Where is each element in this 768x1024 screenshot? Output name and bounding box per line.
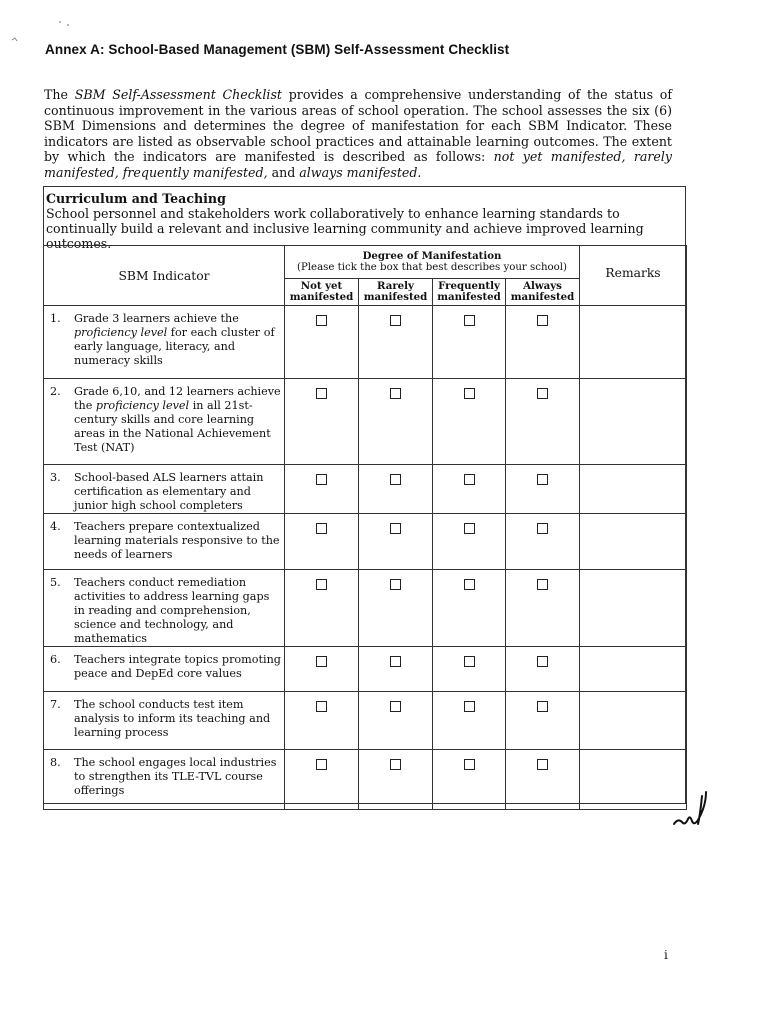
- checkbox-cell: [285, 570, 359, 647]
- checkbox-cell: [359, 692, 433, 750]
- checkbox-cell: [359, 750, 433, 810]
- checkbox-cell: [285, 379, 359, 465]
- remarks-cell[interactable]: [580, 647, 687, 692]
- checkbox-cell: [506, 514, 580, 570]
- checkbox-cell: [506, 750, 580, 810]
- indicator-header: SBM Indicator: [44, 246, 285, 306]
- checkbox-cell: [506, 306, 580, 379]
- checkbox-cell: [433, 379, 506, 465]
- manifestation-checkbox[interactable]: [537, 523, 548, 534]
- checkbox-cell: [285, 692, 359, 750]
- manifestation-checkbox[interactable]: [464, 759, 475, 770]
- manifestation-checkbox[interactable]: [390, 388, 401, 399]
- section-header: [46, 191, 686, 251]
- checkbox-cell: [359, 306, 433, 379]
- indicator-text: Teachers conduct remediation activities to address learning gaps in reading and comprehension, science and technology, and mathematics: [74, 576, 270, 645]
- manifestation-checkbox[interactable]: [537, 656, 548, 667]
- checkbox-cell: [433, 514, 506, 570]
- indicator-cell: [44, 647, 285, 692]
- indicator-number: 8.: [50, 756, 61, 769]
- manifestation-checkbox[interactable]: [464, 701, 475, 712]
- page-title: Annex A: School-Based Management (SBM) Self-Assessment Checklist: [45, 42, 510, 57]
- checkbox-cell: [433, 465, 506, 514]
- manifestation-checkbox[interactable]: [464, 315, 475, 326]
- manifestation-checkbox[interactable]: [537, 388, 548, 399]
- indicator-row: [44, 306, 687, 379]
- manifestation-checkbox[interactable]: [537, 701, 548, 712]
- intro-paragraph: The SBM Self-Assessment Checklist provides a comprehensive understanding of the status of continuous improvement in the various areas of school operation. The school assesses the six (6) SBM Dimensions and determines the degree of manifestation for each SBM Indicator. These indicators are listed as observable school practices and attainable learning outcomes. The extent by which the indicators are manifested is described as follows: not yet manifested, rarely manifested, frequently manifested, and always manifested.: [44, 87, 673, 180]
- manifestation-checkbox[interactable]: [316, 759, 327, 770]
- manifestation-checkbox[interactable]: [390, 701, 401, 712]
- manifestation-checkbox[interactable]: [316, 701, 327, 712]
- degree-level-header: Frequently manifested: [433, 279, 506, 306]
- indicator-cell: [44, 570, 285, 647]
- indicator-cell: [44, 514, 285, 570]
- checkbox-cell: [285, 465, 359, 514]
- intro-emphasis: SBM Self-Assessment Checklist: [74, 87, 282, 102]
- degree-level-header: Always manifested: [506, 279, 580, 306]
- manifestation-checkbox[interactable]: [316, 474, 327, 485]
- degree-instruction: (Please tick the box that best describes your school): [296, 262, 568, 273]
- remarks-cell[interactable]: [580, 306, 687, 379]
- checkbox-cell: [433, 306, 506, 379]
- manifestation-checkbox[interactable]: [316, 315, 327, 326]
- indicator-text: The school engages local industries to strengthen its TLE-TVL course offerings: [74, 756, 277, 797]
- manifestation-checkbox[interactable]: [390, 759, 401, 770]
- checkbox-cell: [359, 465, 433, 514]
- manifestation-checkbox[interactable]: [464, 388, 475, 399]
- indicator-number: 7.: [50, 698, 61, 711]
- indicator-text: The school conducts test item analysis to inform its teaching and learning process: [74, 698, 271, 739]
- checkbox-cell: [506, 465, 580, 514]
- manifestation-checkbox[interactable]: [464, 579, 475, 590]
- manifestation-checkbox[interactable]: [390, 579, 401, 590]
- indicator-number: 4.: [50, 520, 61, 533]
- remarks-cell[interactable]: [580, 465, 687, 514]
- checkbox-cell: [359, 379, 433, 465]
- page-number: i: [664, 948, 668, 962]
- remarks-cell[interactable]: [580, 379, 687, 465]
- degree-level-header: Rarely manifested: [359, 279, 433, 306]
- indicator-cell: [44, 306, 285, 379]
- indicator-cell: [44, 465, 285, 514]
- remarks-cell[interactable]: [580, 750, 687, 810]
- indicator-row: [44, 692, 687, 750]
- manifestation-checkbox[interactable]: [390, 474, 401, 485]
- manifestation-checkbox[interactable]: [390, 523, 401, 534]
- checkbox-cell: [506, 570, 580, 647]
- checkbox-cell: [359, 570, 433, 647]
- manifestation-checkbox[interactable]: [537, 759, 548, 770]
- indicator-number: 3.: [50, 471, 61, 484]
- indicator-text: Grade 3 learners achieve the proficiency level for each cluster of early language, literacy, and numeracy skills: [74, 312, 275, 367]
- manifestation-checkbox[interactable]: [537, 315, 548, 326]
- checkbox-cell: [433, 750, 506, 810]
- section-title: Curriculum and Teaching: [46, 191, 226, 206]
- indicator-cell: [44, 379, 285, 465]
- checkbox-cell: [359, 647, 433, 692]
- indicator-row: [44, 514, 687, 570]
- manifestation-checkbox[interactable]: [464, 523, 475, 534]
- manifestation-checkbox[interactable]: [390, 315, 401, 326]
- checkbox-cell: [285, 647, 359, 692]
- checkbox-cell: [285, 514, 359, 570]
- indicator-text: School-based ALS learners attain certification as elementary and junior high school completers: [74, 471, 264, 512]
- indicator-row: [44, 570, 687, 647]
- indicator-row: [44, 465, 687, 514]
- checkbox-cell: [433, 647, 506, 692]
- checkbox-cell: [359, 514, 433, 570]
- remarks-cell[interactable]: [580, 514, 687, 570]
- manifestation-checkbox[interactable]: [316, 388, 327, 399]
- manifestation-checkbox[interactable]: [464, 474, 475, 485]
- manifestation-checkbox[interactable]: [390, 656, 401, 667]
- indicator-text: Grade 6,10, and 12 learners achieve the proficiency level in all 21st-century skills and core learning areas in the National Achievement Test (NAT): [74, 385, 281, 454]
- manifestation-checkbox[interactable]: [464, 656, 475, 667]
- degree-header: Degree of Manifestation (Please tick the box that best describes your school): [285, 246, 580, 279]
- indicator-text: Teachers prepare contextualized learning materials responsive to the needs of learners: [74, 520, 280, 561]
- section-description: School personnel and stakeholders work collaboratively to enhance learning standards to continually build a relevant and inclusive learning community and achieve improved learning outcomes.: [46, 206, 644, 251]
- checkbox-cell: [433, 570, 506, 647]
- checkbox-cell: [285, 750, 359, 810]
- checkbox-cell: [506, 647, 580, 692]
- manifestation-checkbox[interactable]: [537, 474, 548, 485]
- checkbox-cell: [506, 692, 580, 750]
- manifestation-checkbox[interactable]: [316, 579, 327, 590]
- remarks-cell[interactable]: [580, 692, 687, 750]
- handwritten-initials: [672, 790, 732, 840]
- indicator-number: 2.: [50, 385, 61, 398]
- checkbox-cell: [506, 379, 580, 465]
- remarks-header: Remarks: [580, 246, 687, 306]
- manifestation-checkbox[interactable]: [316, 656, 327, 667]
- indicator-cell: [44, 692, 285, 750]
- indicator-row: [44, 379, 687, 465]
- indicator-cell: [44, 750, 285, 810]
- checkbox-cell: [285, 306, 359, 379]
- checklist-table: [43, 245, 687, 810]
- checkbox-cell: [433, 692, 506, 750]
- indicator-number: 5.: [50, 576, 61, 589]
- manifestation-checkbox[interactable]: [537, 579, 548, 590]
- indicator-number: 6.: [50, 653, 61, 666]
- indicator-row: [44, 647, 687, 692]
- indicator-text: Teachers integrate topics promoting peace and DepEd core values: [74, 653, 281, 680]
- degree-level-header: Not yet manifested: [285, 279, 359, 306]
- indicator-number: 1.: [50, 312, 61, 325]
- manifestation-checkbox[interactable]: [316, 523, 327, 534]
- indicator-row: [44, 750, 687, 810]
- remarks-cell[interactable]: [580, 570, 687, 647]
